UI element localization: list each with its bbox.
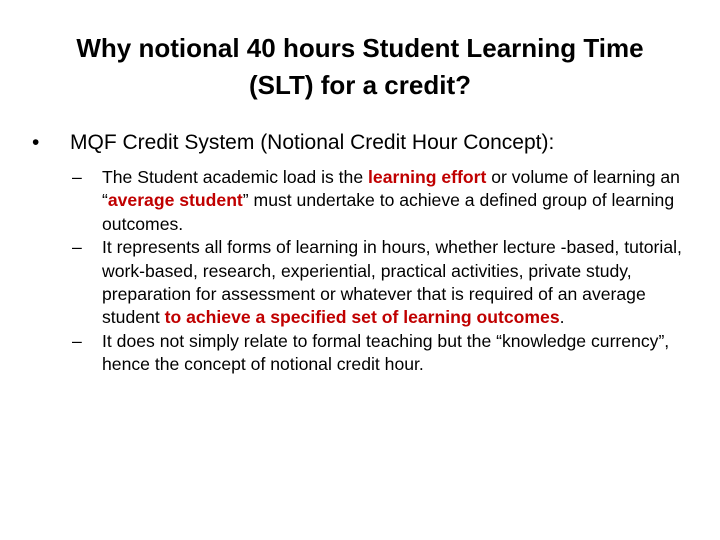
highlight-text: average student xyxy=(107,190,243,211)
sub-bullet-text: or volume of learning an “ xyxy=(102,167,680,211)
sub-bullet-text: . xyxy=(559,307,565,328)
sub-bullet-text: It does not simply relate to formal teaching but the “knowledge currency”, hence the concept of notional credit hour. xyxy=(102,330,670,375)
bullet-icon: • xyxy=(32,131,40,154)
dash-icon: – xyxy=(72,167,82,187)
sub-bullet-item xyxy=(72,330,697,377)
sub-bullet-text: It represents all forms of learning in hours, whether lecture -based, tutorial, work-based, research, experiential, practical activities, private study, preparation for assessment or whatever that is required of an average student xyxy=(102,237,682,328)
slide-title xyxy=(40,30,680,104)
sub-bullet-list xyxy=(72,166,697,377)
main-bullet xyxy=(32,128,692,158)
dash-icon: – xyxy=(72,237,82,258)
main-bullet-text: MQF Credit System (Notional Credit Hour Concept): xyxy=(70,131,555,154)
highlight-text: to achieve a specified set of learning outcomes xyxy=(164,307,560,328)
sub-bullet-text: The Student academic load is the xyxy=(102,167,369,187)
sub-bullet-item xyxy=(72,166,697,236)
dash-icon: – xyxy=(72,330,82,351)
sub-bullet-text: ” must undertake to achieve a defined group of learning outcomes. xyxy=(102,190,675,234)
sub-bullet-item xyxy=(72,236,697,330)
title-line-1: Why notional 40 hours Student Learning Time xyxy=(76,33,644,63)
title-line-2: (SLT) for a credit? xyxy=(249,70,471,100)
highlight-text: learning effort xyxy=(368,167,487,187)
